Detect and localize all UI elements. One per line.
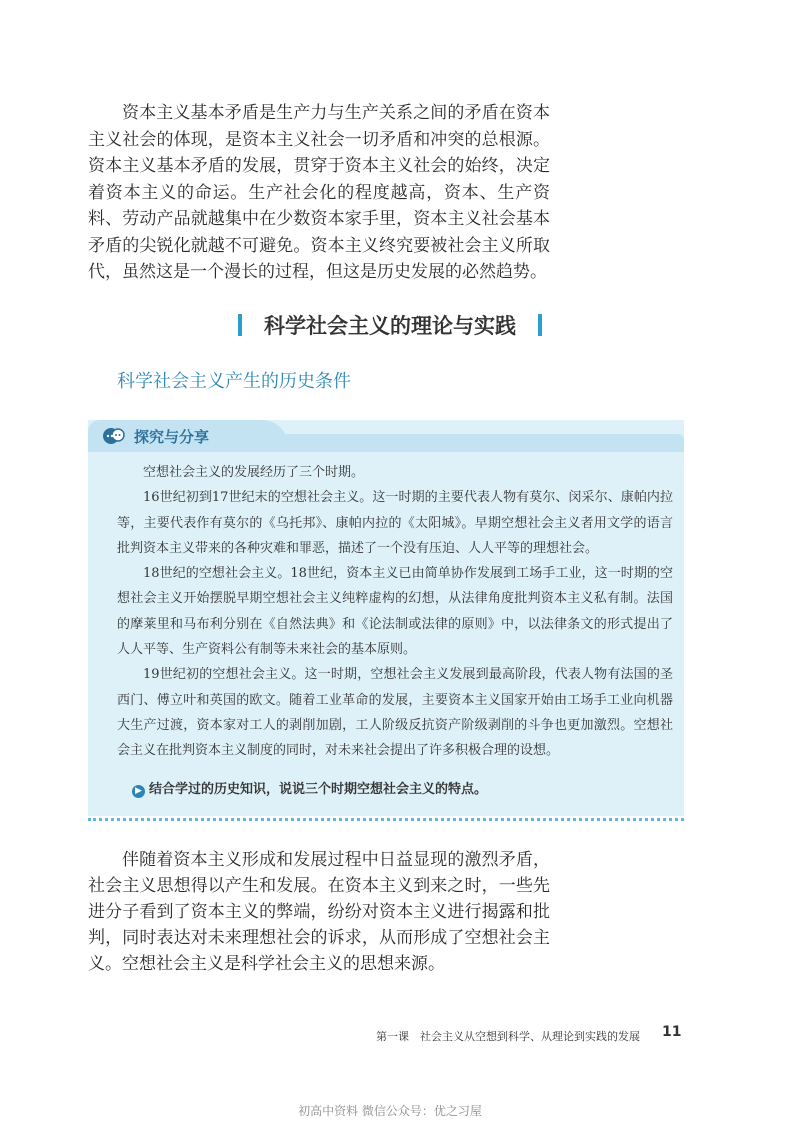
heading-bar-right — [538, 314, 542, 336]
heading-bar-left — [238, 314, 242, 336]
section-heading — [0, 310, 780, 340]
dotted-divider — [88, 818, 684, 821]
page-number: 11 — [662, 1024, 682, 1040]
watermark: 初高中资料 微信公众号：优之习屋 — [298, 1104, 482, 1118]
discussion-bubbles-icon — [102, 426, 126, 446]
explore-body — [117, 460, 673, 764]
explore-paragraph: 18世纪的空想社会主义。18世纪，资本主义已由简单协作发展到工场手工业，这一时期的空想社会主义开始摆脱早期空想社会主义纯粹虚构的幻想，从法律角度批判资本主义私有制。法国的摩莱里和马布利分别在《自然法典》和《论法制或法律的原则》中，以法律条文的形式提出了人人平等、生产资料公有制等未来社会的基本原则。 — [117, 566, 673, 658]
explore-paragraph: 空想社会主义的发展经历了三个时期。 — [143, 465, 365, 480]
closing-paragraph: 伴随着资本主义形成和发展过程中日益显现的激烈矛盾，社会主义思想得以产生和发展。在资本主义到来之时，一些先进分子看到了资本主义的弊端，纷纷对资本主义进行揭露和批判，同时表达对未来理想社会的诉求，从而形成了空想社会主义。空想社会主义是科学社会主义的思想来源。 — [88, 850, 550, 974]
play-arrow-icon: ▶ — [132, 785, 145, 798]
section-title: 科学社会主义的理论与实践 — [264, 314, 516, 338]
chapter-footer: 第一课 社会主义从空想到科学、从理论到实践的发展 — [376, 1030, 640, 1043]
explore-paragraph: 19世纪初的空想社会主义。这一时期，空想社会主义发展到最高阶段，代表人物有法国的圣西门、傅立叶和英国的欧文。随着工业革命的发展，主要资本主义国家开始由工场手工业向机器大生产过渡，资本家对工人的剥削加剧，工人阶级反抗资产阶级剥削的斗争也更加激烈。空想社会主义在批判资本主义制度的同时，对未来社会提出了许多积极合理的设想。 — [117, 667, 673, 759]
explore-header — [88, 420, 684, 452]
explore-prompt — [132, 778, 487, 798]
header-strip — [268, 434, 684, 452]
explore-paragraph: 16世纪初到17世纪末的空想社会主义。这一时期的主要代表人物有莫尔、闵采尔、康帕内拉等，主要代表作有莫尔的《乌托邦》、康帕内拉的《太阳城》。早期空想社会主义者用文学的语言批判资本主义带来的各种灾难和罪恶，描述了一个没有压迫、人人平等的理想社会。 — [117, 490, 673, 556]
prompt-text: 结合学过的历史知识，说说三个时期空想社会主义的特点。 — [149, 782, 488, 797]
explore-share-box — [88, 420, 684, 816]
explore-label: 探究与分享 — [134, 428, 210, 446]
intro-paragraph: 资本主义基本矛盾是生产力与生产关系之间的矛盾在资本主义社会的体现，是资本主义社会一切矛盾和冲突的总根源。资本主义基本矛盾的发展，贯穿于资本主义社会的始终，决定着资本主义的命运。生产社会化的程度越高，资本、生产资料、劳动产品就越集中在少数资本家手里，资本主义社会基本矛盾的尖锐化就越不可避免。资本主义终究要被社会主义所取代，虽然这是一个漫长的过程，但这是历史发展的必然趋势。 — [88, 103, 550, 282]
subsection-title: 科学社会主义产生的历史条件 — [117, 371, 351, 392]
